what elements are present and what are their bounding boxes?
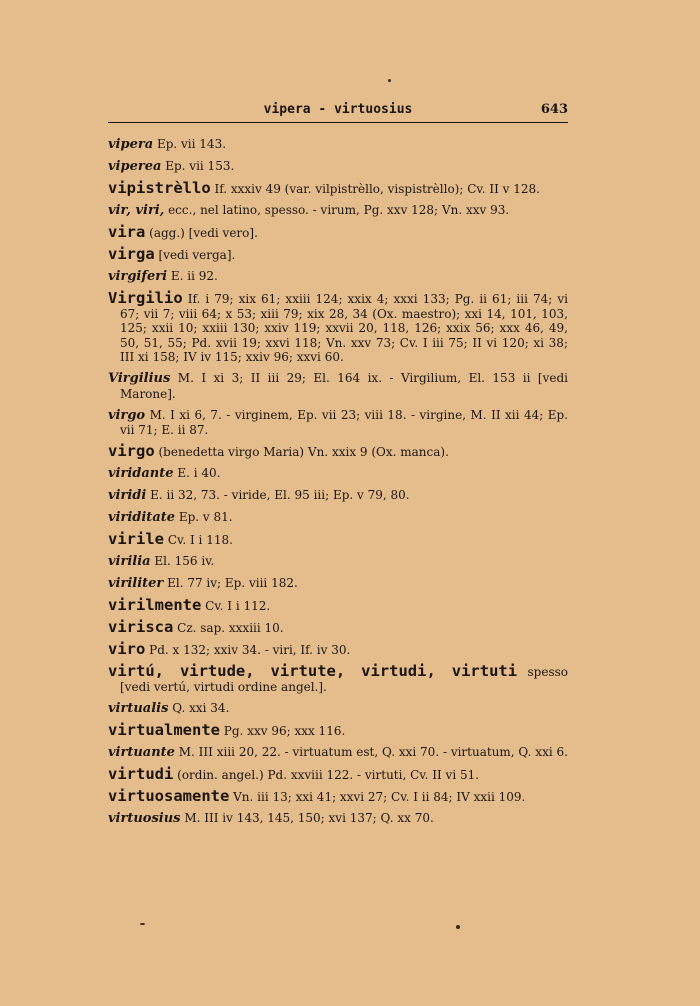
dictionary-entry [108,408,568,438]
dictionary-entry [108,811,568,827]
dictionary-entry [108,664,568,694]
dictionary-entry [108,598,568,614]
entry-headword: virga [108,245,155,263]
entry-references: ecc., nel latino, spesso. - virum, Pg. xxv 128; Vn. xxv 93. [164,203,510,217]
dictionary-entry [108,269,568,285]
dictionary-entry [108,159,568,175]
entry-references: Cv. I i 112. [201,599,271,613]
speck-dot [388,79,391,82]
entry-headword: viriditate [108,510,176,525]
entry-references: E. ii 92. [167,269,218,283]
entry-headword: virtuosius [108,810,181,826]
entry-headword: Virgilius [108,371,171,386]
entry-headword: virtualis [108,700,169,716]
entry-headword: viperea [108,159,162,174]
running-header [108,100,568,123]
entry-headword: virgo [108,442,155,460]
entry-references: M. I xi 6, 7. - virginem, Ep. vii 23; viii 18. - virgine, M. II xii 44; Ep. vii 71; E. ii 87. [120,407,568,437]
entry-headword: virilmente [108,596,202,614]
entry-references: (benedetta virgo Maria) Vn. xxix 9 (Ox. manca). [154,445,449,459]
entry-references: E. i 40. [173,466,221,480]
entry-headword: vir, viri, [108,203,165,218]
entry-references: Ep. v 81. [175,510,233,524]
dictionary-entry [108,203,568,219]
entry-references: If. xxxiv 49 (var. vilpistrèllo, vispistrèllo); Cv. II v 128. [210,182,540,196]
entry-references: If. i 79; xix 61; xxiii 124; xxix 4; xxxi 133; Pg. ii 61; iii 74; vi 67; vii 7; viii 64; x 53; xiii 79; xix 28, 34 (Ox. maestro); xxi 14, 101, 103, 125; xxii 10; xxiii 130; xxiv 119; xxvii 20, 118, 126; xxix 56; xxx 46, 49, 50, 51, 55; Pd. xvii 19; xxvi 118; Vn. xxv 73; Cv. I iii 75; II vi 120; xi 38; III xi 158; IV iv 115; xxiv 96; xxvi 60. [120,292,568,364]
dictionary-entry [108,291,568,365]
entry-headword: viriliter [108,576,164,591]
entry-references: Cz. sap. xxxiii 10. [173,621,284,635]
entry-references: Q. xxi 34. [168,700,230,715]
dictionary-entry [108,554,568,570]
dictionary-entry [108,576,568,592]
speck-dot [140,923,145,925]
entry-references: M. III iv 143, 145, 150; xvi 137; Q. xx 70. [180,810,434,825]
dictionary-entry [108,745,568,761]
entry-headword: virgiferi [108,269,168,284]
entry-headword: virtuosamente [108,786,230,805]
entry-headword: vira [108,223,146,241]
entry-headword: virtudi [108,764,174,783]
dictionary-entry [108,764,568,783]
dictionary-entry [108,488,568,504]
entry-references: Cv. I i 118. [164,533,233,547]
entry-references: El. 156 iv. [150,554,215,568]
page-number: 643 [540,102,568,117]
entry-headword: viridante [108,466,174,481]
dictionary-entry [108,786,568,805]
dictionary-entry [108,532,568,548]
dictionary-entry [108,620,568,636]
entry-headword: virisca [108,618,174,636]
dictionary-entry [108,137,568,153]
dictionary-entry [108,225,568,241]
entry-headword: virtuante [108,744,175,760]
entry-references: E. ii 32, 73. - viride, El. 95 iii; Ep. v 79, 80. [146,488,410,502]
entry-references: [vedi verga]. [154,248,236,262]
dictionary-entry [108,466,568,482]
dictionary-entry [108,371,568,401]
dictionary-entry [108,701,568,717]
dictionary-entry [108,181,568,197]
dictionary-entry [108,510,568,526]
entry-references: M. I xi 3; II iii 29; El. 164 ix. - Virgilium, El. 153 ii [vedi Marone]. [120,371,568,401]
entry-headword: viridi [108,488,147,503]
entry-references: El. 77 iv; Ep. viii 182. [163,576,298,590]
entry-headword: viro [108,640,146,658]
entry-headword: virgo [108,407,146,423]
entry-references: M. III xiii 20, 22. - virtuatum est, Q. xxi 70. - virtuatum, Q. xxi 6. [174,744,568,759]
dictionary-entry [108,444,568,460]
entry-references: Vn. iii 13; xxi 41; xxvi 27; Cv. I ii 84; IV xxii 109. [229,789,526,804]
entry-headword: vipera [108,137,154,152]
entry-references: (ordin. angel.) Pd. xxviii 122. - virtuti, Cv. II vi 51. [173,767,480,782]
running-title: vipera - virtuosius [263,102,413,117]
dictionary-entry [108,642,568,658]
entry-references: Ep. vii 153. [161,159,235,173]
entry-headword: virilia [108,554,151,569]
entry-headword: virile [108,530,164,548]
entry-headword: virtú, virtude, virtute, virtudi, virtuti [108,662,518,680]
dictionary-entries [108,137,568,833]
entry-references: Pd. x 132; xxiv 34. - viri, If. iv 30. [145,643,351,657]
entry-references: Ep. vii 143. [153,137,227,151]
speck-dot [456,925,460,929]
entry-headword: vipistrèllo [108,179,211,197]
dictionary-entry [108,720,568,739]
dictionary-entry [108,247,568,263]
entry-headword: Virgilio [108,289,183,307]
entry-headword: virtualmente [108,720,220,739]
entry-references: spesso [vedi vertú, virtudi ordine angel.]. [120,665,569,694]
entry-references: Pg. xxv 96; xxx 116. [219,723,346,738]
entry-references: (agg.) [vedi vero]. [145,226,258,240]
